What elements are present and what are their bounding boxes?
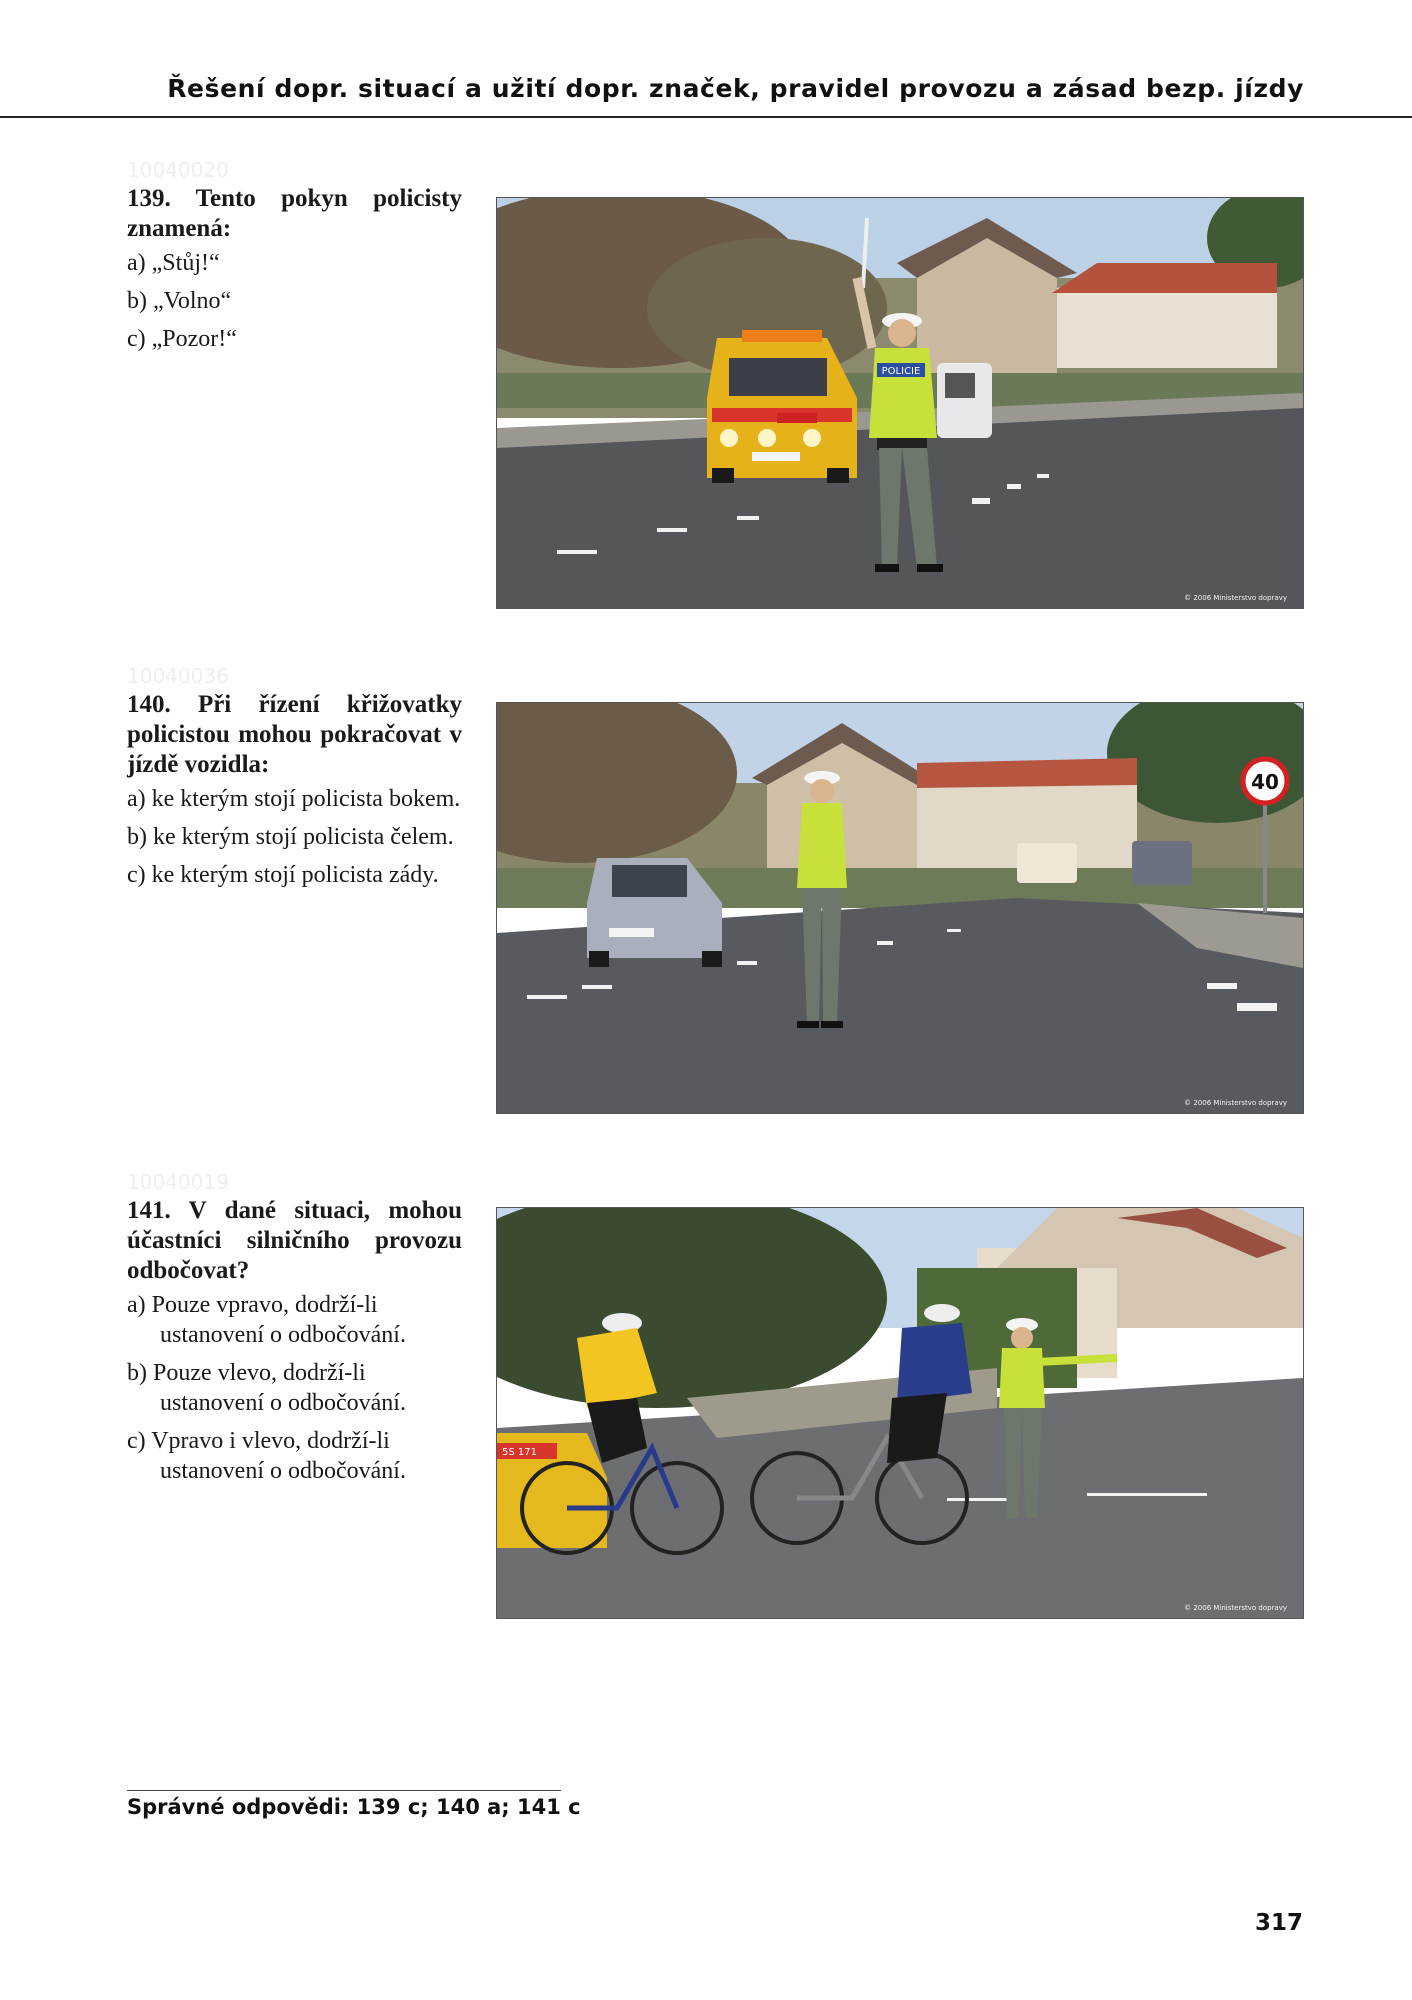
question-140 [127,664,462,898]
option-b: b) ke kterým stojí policista čelem. [127,824,454,850]
option-b: b) „Volno“ [127,288,232,314]
photo-watermark: © 2006 Ministerstvo dopravy [1184,1099,1287,1107]
question-code: 10040019 [127,1170,229,1194]
sign-text: 40 [1251,770,1279,794]
header-divider [0,116,1412,118]
photo-cyclists-police [496,1207,1304,1619]
car-text: POLICIE [881,366,921,377]
page-number: 317 [1254,1910,1303,1936]
option-b: b) Pouze vlevo, dodrží-li ustanovení o odbočování. [127,1360,406,1416]
car-text: 5S 171 [502,1447,537,1458]
question-title: 139. Tento pokyn policisty znamená: [127,185,462,242]
question-code: 10040020 [127,158,229,182]
question-139 [127,158,462,362]
option-c: c) ke kterým stojí policista zády. [127,862,439,888]
answers-divider [127,1790,561,1791]
page-header-title: Řešení dopr. situací a užití dopr. značek, pravidel provozu a zásad bezp. jízdy [167,74,1304,103]
question-title: 140. Při řízení křižovatky policistou mohou pokračovat v jízdě vozidla: [127,691,462,778]
option-c: c) „Pozor!“ [127,326,237,352]
option-a: a) Pouze vpravo, dodrží-li ustanovení o odbočování. [127,1292,406,1348]
car-yellow-left [497,1433,607,1548]
photo-watermark: © 2006 Ministerstvo dopravy [1184,1604,1287,1612]
photo-police-signal [496,197,1304,609]
photo-intersection-police [496,702,1304,1114]
correct-answers: Správné odpovědi: 139 c; 140 a; 141 c [127,1795,581,1819]
photo-watermark: © 2006 Ministerstvo dopravy [1184,594,1287,602]
question-141 [127,1170,462,1494]
question-code: 10040036 [127,664,229,688]
question-title: 141. V dané situaci, mohou účastníci silničního provozu odbočovat? [127,1197,462,1284]
option-a: a) „Stůj!“ [127,250,220,276]
option-a: a) ke kterým stojí policista bokem. [127,786,461,812]
option-c: c) Vpravo i vlevo, dodrží-li ustanovení o odbočování. [127,1428,406,1484]
